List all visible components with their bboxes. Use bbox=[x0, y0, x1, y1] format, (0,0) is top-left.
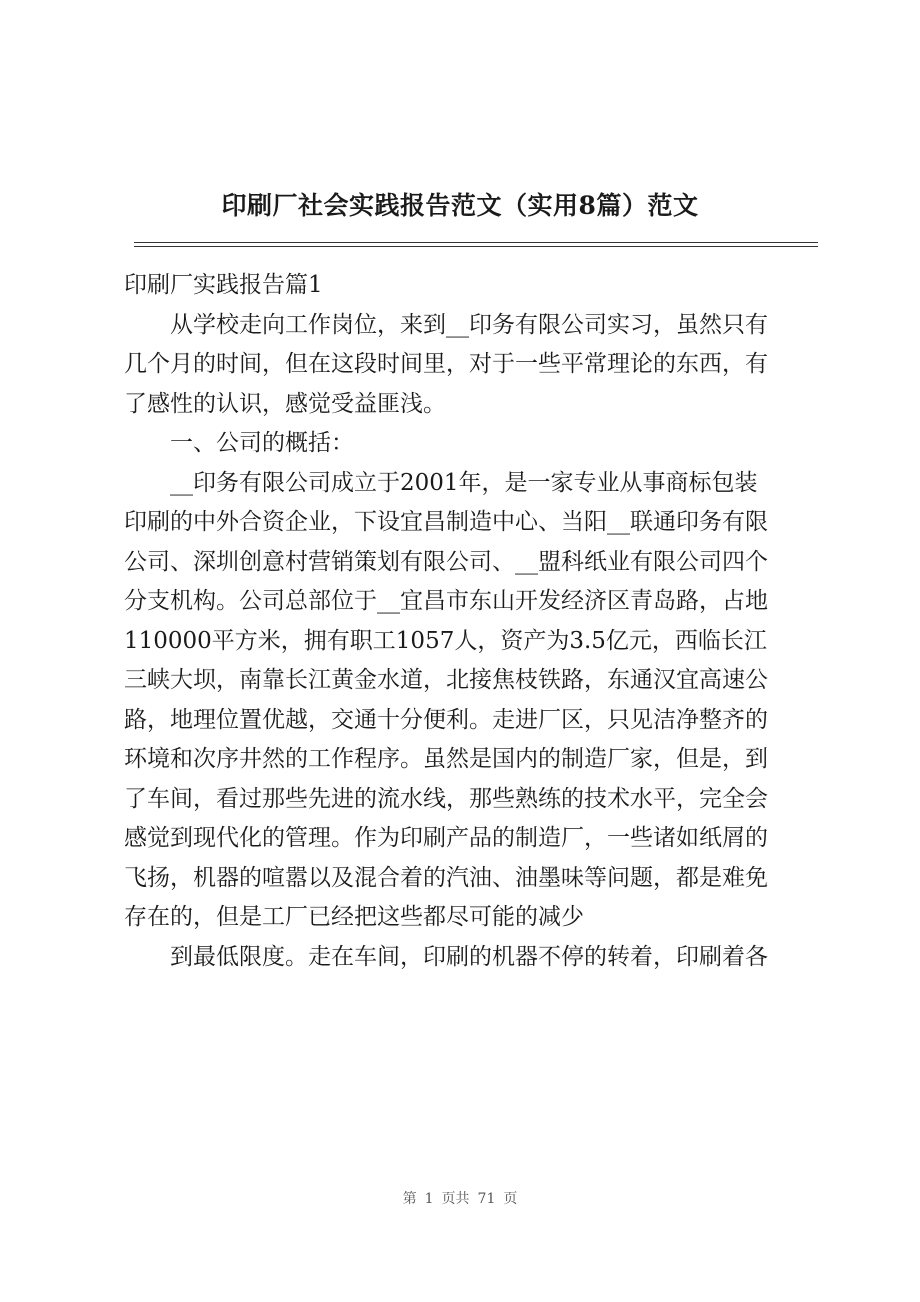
document-body bbox=[124, 266, 824, 977]
body-line: 到最低限度。走在车间，印刷的机器不停的转着，印刷着各 bbox=[124, 943, 768, 970]
title-divider bbox=[134, 242, 818, 247]
subsection-heading: 一、公司的概括： bbox=[124, 430, 354, 456]
body-line: 路，地理位置优越，交通十分便利。走进厂区，只见洁净整齐的 bbox=[124, 706, 768, 733]
body-line: 110000平方米，拥有职工1057人，资产为3.5亿元，西临长江 bbox=[124, 627, 767, 654]
body-line: 了车间，看过那些先进的流水线，那些熟练的技术水平，完全会 bbox=[124, 785, 768, 812]
footer-page-number: 1 bbox=[424, 1191, 434, 1207]
footer-total-pages: 71 bbox=[477, 1191, 496, 1207]
body-line: 三峡大坝，南靠长江黄金水道，北接焦枝铁路，东通汉宜高速公 bbox=[124, 667, 768, 693]
footer-prefix: 第 bbox=[402, 1191, 417, 1207]
section-heading: 印刷厂实践报告篇1 bbox=[124, 272, 323, 298]
body-line: 几个月的时间，但在这段时间里，对于一些平常理论的东西，有 bbox=[124, 351, 768, 377]
body-line: 环境和次序井然的工作程序。虽然是国内的制造厂家，但是，到 bbox=[124, 746, 768, 772]
page-footer bbox=[0, 1188, 920, 1208]
footer-suffix: 页 bbox=[503, 1191, 518, 1207]
body-line: 分支机构。公司总部位于__宜昌市东山开发经济区青岛路，占地 bbox=[124, 588, 768, 614]
body-line: __印务有限公司成立于2001年，是一家专业从事商标包装 bbox=[124, 469, 758, 496]
body-line: 感觉到现代化的管理。作为印刷产品的制造厂，一些诸如纸屑的 bbox=[124, 825, 768, 851]
body-line: 了感性的认识，感觉受益匪浅。 bbox=[124, 390, 446, 417]
footer-middle: 页共 bbox=[441, 1191, 470, 1207]
body-line: 公司、深圳创意村营销策划有限公司、__盟科纸业有限公司四个 bbox=[124, 548, 768, 575]
document-title: 印刷厂社会实践报告范文（实用8篇）范文 bbox=[221, 191, 699, 220]
body-line: 飞扬，机器的喧嚣以及混合着的汽油、油墨味等问题，都是难免 bbox=[124, 864, 768, 891]
body-line: 印刷的中外合资企业，下设宜昌制造中心、当阳__联通印务有限 bbox=[124, 509, 768, 535]
body-line: 存在的，但是工厂已经把这些都尽可能的减少 bbox=[124, 904, 584, 930]
body-line: 从学校走向工作岗位，来到__印务有限公司实习，虽然只有 bbox=[124, 311, 768, 338]
